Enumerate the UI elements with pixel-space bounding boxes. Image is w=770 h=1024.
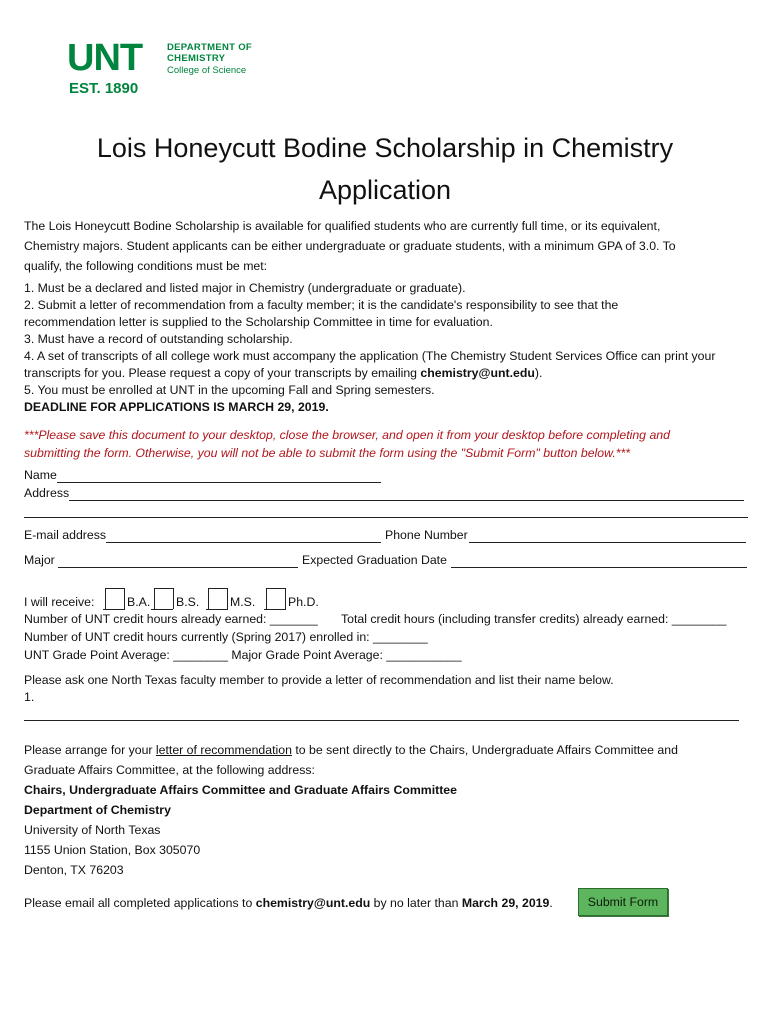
phone-field[interactable] <box>469 542 746 543</box>
phd-blank <box>264 609 286 610</box>
ba-label: B.A. <box>127 595 151 609</box>
page-title: Lois Honeycutt Bodine Scholarship in Chemistry <box>96 133 674 163</box>
recommendation-letter-link: letter of recommendation <box>155 743 292 757</box>
address-label: Address <box>24 486 70 500</box>
transcript-email-link[interactable]: chemistry@unt.edu <box>420 366 535 380</box>
logo-dept-line1: DEPARTMENT OF <box>167 42 252 53</box>
address-field-line-2[interactable] <box>24 517 748 518</box>
condition-2b: recommendation letter is supplied to the Scholarship Committee in time for evaluation. <box>24 315 493 329</box>
recommender-name-field[interactable] <box>24 720 739 721</box>
ms-label: M.S. <box>230 595 256 609</box>
intro-line-1: The Lois Honeycutt Bodine Scholarship is available for qualified students who are currently full time, or its equivalent, <box>24 219 661 233</box>
save-notice-line-2: submitting the form. Otherwise, you will not be able to submit the form using the "Submit Form" button below.*** <box>24 446 631 460</box>
intro-line-3: qualify, the following conditions must be met: <box>24 259 268 273</box>
phd-checkbox[interactable] <box>266 588 286 609</box>
logo-unt-wordmark: UNT <box>67 37 143 79</box>
bs-checkbox[interactable] <box>154 588 174 609</box>
condition-1: 1. Must be a declared and listed major in Chemistry (undergraduate or graduate). <box>24 281 466 295</box>
final-end: . <box>549 896 553 910</box>
receive-label: I will receive: <box>24 595 95 609</box>
final-deadline: March 29, 2019 <box>461 896 550 910</box>
arrange-pre: Please arrange for your <box>24 743 156 757</box>
ms-checkbox[interactable] <box>208 588 228 609</box>
recommend-instruction: Please ask one North Texas faculty member to provide a letter of recommendation and list their name below. <box>24 673 614 687</box>
address-city: Denton, TX 76203 <box>24 863 124 877</box>
submit-email-link[interactable]: chemistry@unt.edu <box>255 896 371 910</box>
email-field[interactable] <box>106 542 381 543</box>
bs-blank <box>151 609 173 610</box>
final-instruction <box>24 896 553 910</box>
condition-4b <box>24 366 542 380</box>
condition-3: 3. Must have a record of outstanding scholarship. <box>24 332 293 346</box>
ms-blank <box>206 609 228 610</box>
page-subtitle: Application <box>318 175 452 205</box>
arrange-post: to be sent directly to the Chairs, Undergraduate Affairs Committee and <box>291 743 678 757</box>
ba-blank <box>103 609 125 610</box>
logo-college: College of Science <box>167 65 247 76</box>
arrange-line-1 <box>24 743 678 757</box>
save-notice-line-1: ***Please save this document to your desktop, close the browser, and open it from your desktop before completing and <box>24 428 670 442</box>
unt-hours-field[interactable]: Number of UNT credit hours already earned: _______ <box>24 612 318 626</box>
final-mid: by no later than <box>370 896 462 910</box>
intro-line-2: Chemistry majors. Student applicants can be either undergraduate or graduate students, with a minimum GPA of 3.0. To <box>24 239 676 253</box>
name-field[interactable] <box>57 482 381 483</box>
phd-label: Ph.D. <box>288 595 319 609</box>
address-field[interactable] <box>69 500 744 501</box>
name-label: Name <box>24 468 57 482</box>
condition-5: 5. You must be enrolled at UNT in the upcoming Fall and Spring semesters. <box>24 383 435 397</box>
major-label: Major <box>24 553 55 567</box>
logo-department <box>167 42 252 64</box>
logo-dept-line2: CHEMISTRY <box>167 53 226 64</box>
grad-date-label: Expected Graduation Date <box>302 553 447 567</box>
address-university: University of North Texas <box>24 823 161 837</box>
arrange-line-2: Graduate Affairs Committee, at the following address: <box>24 763 315 777</box>
final-pre: Please email all completed applications to <box>24 896 256 910</box>
major-field[interactable] <box>58 567 298 568</box>
current-hours-field[interactable]: Number of UNT credit hours currently (Spring 2017) enrolled in: ________ <box>24 630 428 644</box>
address-street: 1155 Union Station, Box 305070 <box>24 843 201 857</box>
address-chairs: Chairs, Undergraduate Affairs Committee and Graduate Affairs Committee <box>24 783 457 797</box>
condition-4a: 4. A set of transcripts of all college work must accompany the application (The Chemistry Student Services Office can print your <box>24 349 716 363</box>
recommend-number-1: 1. <box>24 690 35 704</box>
bs-label: B.S. <box>176 595 200 609</box>
unt-chemistry-logo <box>67 38 267 100</box>
grad-date-field[interactable] <box>451 567 747 568</box>
condition-4b-text: transcripts for you. Please request a copy of your transcripts by emailing <box>24 366 421 380</box>
condition-2a: 2. Submit a letter of recommendation from a faculty member; it is the candidate's responsibility to see that the <box>24 298 619 312</box>
phone-label: Phone Number <box>385 528 468 542</box>
condition-4b-end: ). <box>534 366 543 380</box>
gpa-fields[interactable]: UNT Grade Point Average: ________ Major Grade Point Average: ___________ <box>24 648 462 662</box>
logo-est: EST. 1890 <box>69 80 139 97</box>
deadline-notice: DEADLINE FOR APPLICATIONS IS MARCH 29, 2019. <box>24 400 329 414</box>
submit-form-button[interactable]: Submit Form <box>578 888 668 916</box>
ba-checkbox[interactable] <box>105 588 125 609</box>
address-department: Department of Chemistry <box>24 803 171 817</box>
email-label: E-mail address <box>24 528 107 542</box>
total-hours-field[interactable]: Total credit hours (including transfer credits) already earned: ________ <box>341 612 727 626</box>
